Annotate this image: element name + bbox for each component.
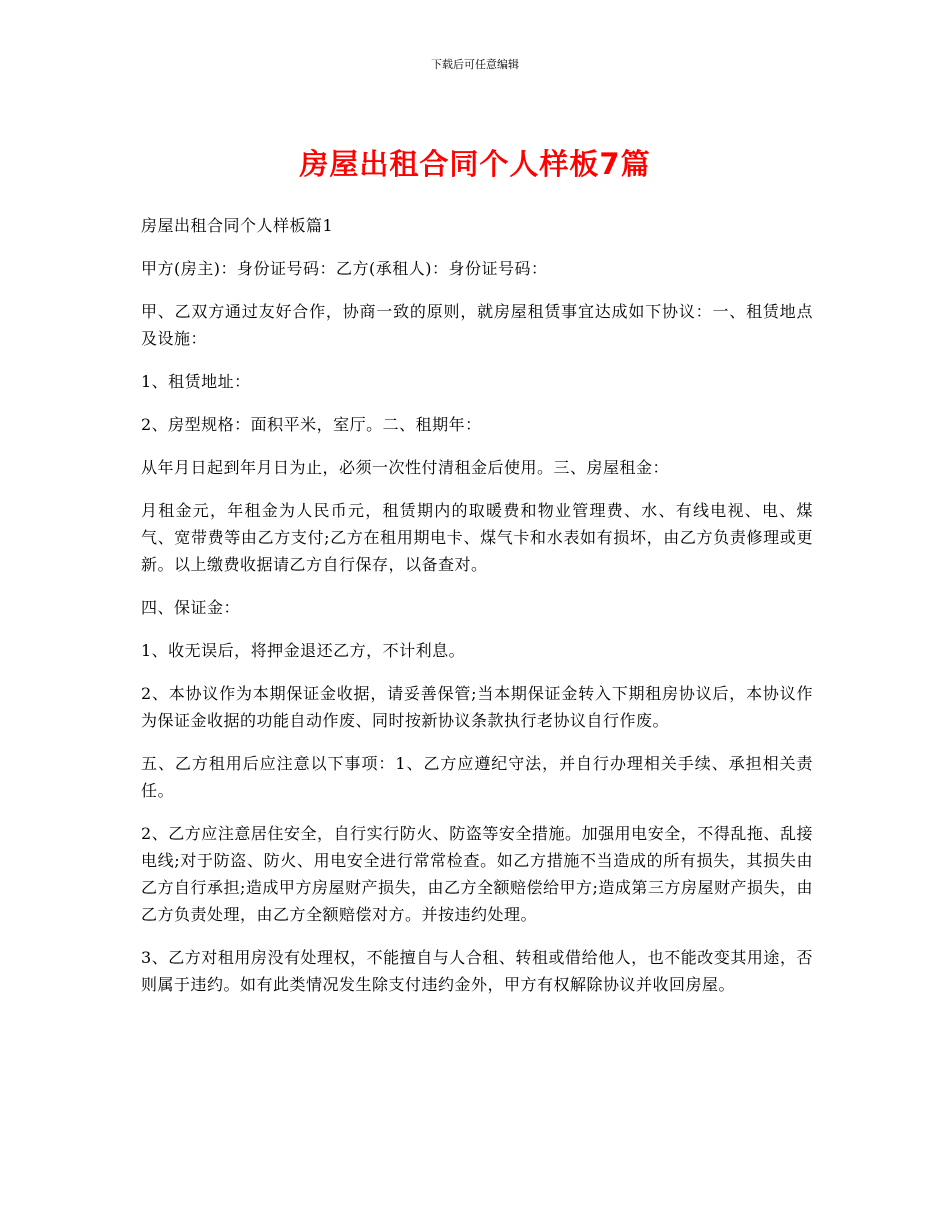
paragraph: 月租金元，年租金为人民币元，租赁期内的取暖费和物业管理费、水、有线电视、电、煤气、宽带费等由乙方支付;乙方在租用期电卡、煤气卡和水表如有损坏，由乙方负责修理或更新。以上缴费收据请乙方自行保存，以备查对。 bbox=[141, 501, 813, 574]
paragraph: 甲方(房主)：身份证号码：乙方(承租人)：身份证号码： bbox=[141, 259, 548, 278]
paragraph: 从年月日起到年月日为止，必须一次性付清租金后使用。三、房屋租金： bbox=[141, 458, 670, 477]
paragraph: 2、乙方应注意居住安全，自行实行防火、防盗等安全措施。加强用电安全，不得乱拖、乱接电线;对于防盗、防火、用电安全进行常常检查。如乙方措施不当造成的所有损失，其损失由乙方自行承担;造成甲方房屋财产损失，由乙方全额赔偿给甲方;造成第三方房屋财产损失，由乙方负责处理，由乙方全额赔偿对方。并按违约处理。 bbox=[141, 824, 813, 924]
paragraph: 2、本协议作为本期保证金收据，请妥善保管;当本期保证金转入下期租房协议后，本协议作为保证金收据的功能自动作废、同时按新协议条款执行老协议自行作废。 bbox=[141, 684, 813, 730]
section-heading: 房屋出租合同个人样板篇1 bbox=[141, 216, 334, 235]
header-note: 下载后可任意编辑 bbox=[431, 58, 519, 71]
paragraph: 四、保证金： bbox=[141, 598, 241, 617]
paragraph: 3、乙方对租用房没有处理权，不能擅自与人合租、转租或借给他人，也不能改变其用途，否则属于违约。如有此类情况发生除支付违约金外，甲方有权解除协议并收回房屋。 bbox=[141, 948, 813, 994]
document-body bbox=[141, 212, 813, 1014]
paragraph: 1、租赁地址： bbox=[141, 372, 251, 391]
paragraph: 甲、乙双方通过友好合作，协商一致的原则，就房屋租赁事宜达成如下协议：一、租赁地点及设施： bbox=[141, 302, 813, 348]
paragraph: 1、收无误后，将押金退还乙方，不计利息。 bbox=[141, 641, 466, 660]
paragraph: 2、房型规格：面积平米，室厅。二、租期年： bbox=[141, 415, 482, 434]
paragraph: 五、乙方租用后应注意以下事项：1、乙方应遵纪守法，并自行办理相关手续、承担相关责任。 bbox=[141, 754, 813, 800]
document-title: 房屋出租合同个人样板7篇 bbox=[299, 147, 651, 181]
